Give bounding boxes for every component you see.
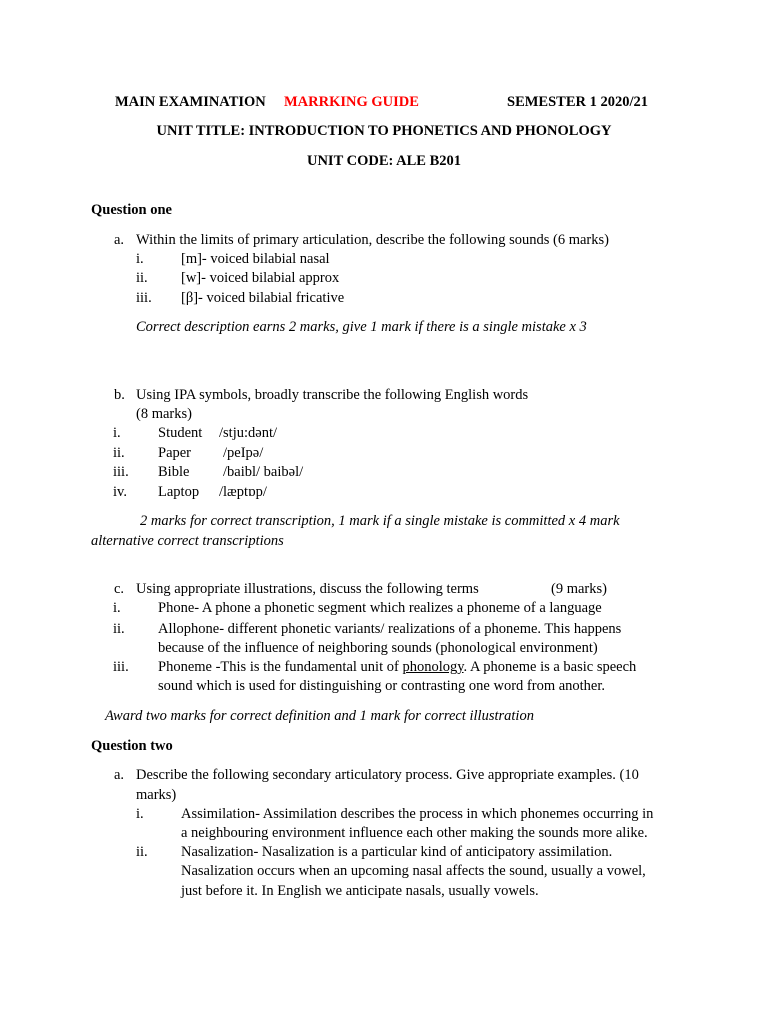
q1c-item-text-cont: because of the influence of neighboring sounds (phonological environment)	[158, 640, 598, 656]
q1b-item-ipa: /stju:dənt/	[219, 425, 277, 441]
q2a-marker: a.	[114, 767, 125, 783]
q1b-item-ipa: /peIpə/	[223, 445, 264, 461]
q1c-text: Using appropriate illustrations, discuss the following terms	[136, 581, 479, 597]
q2a-item-text: Nasalization- Nasalization is a particular kind of anticipatory assimilation.	[181, 844, 613, 860]
q1b-item-num: i.	[113, 425, 121, 441]
marking-guide-label: MARRKING GUIDE	[284, 94, 419, 110]
q1c-item-text	[158, 658, 636, 678]
q1b-text: Using IPA symbols, broadly transcribe the following English words	[136, 387, 529, 403]
q1c-item-text: Phone- A phone a phonetic segment which realizes a phoneme of a language	[158, 600, 602, 616]
question-one-heading: Question one	[91, 202, 172, 218]
q1b-marking-note-cont: alternative correct transcriptions	[91, 533, 284, 549]
q1c-marking-note: Award two marks for correct definition and 1 mark for correct illustration	[105, 708, 534, 724]
q1a-text: Within the limits of primary articulation, describe the following sounds (6 marks)	[136, 232, 609, 248]
q1b-marker: b.	[114, 387, 125, 403]
q1a-item-text: [m]- voiced bilabial nasal	[181, 251, 330, 267]
q1b-item-num: iv.	[113, 484, 127, 500]
q1c-phoneme-pre: Phoneme -This is the fundamental unit of	[158, 659, 403, 675]
unit-title: UNIT TITLE: INTRODUCTION TO PHONETICS AND PHONOLOGY	[156, 123, 612, 139]
q1b-item-num: iii.	[113, 464, 129, 480]
q1b-item-word: Bible	[158, 464, 190, 480]
q1b-item-ipa: /læptɒp/	[219, 484, 267, 500]
q1c-item-num: iii.	[113, 659, 129, 675]
q1c-marker: c.	[114, 581, 125, 597]
q1b-item-word: Student	[158, 425, 203, 441]
q1c-phoneme-post: . A phoneme is a basic speech	[463, 659, 637, 675]
q1a-item-num: ii.	[136, 270, 148, 286]
q1c-marks: (9 marks)	[551, 581, 607, 597]
q1b-item-ipa: /baibl/ baibəl/	[223, 464, 304, 480]
q2a-item-num: i.	[136, 806, 144, 822]
q1a-item-num: iii.	[136, 290, 152, 306]
q2a-item-num: ii.	[136, 844, 148, 860]
q1b-item-word: Paper	[158, 445, 192, 461]
q2a-item-text: Assimilation- Assimilation describes the process in which phonemes occurring in	[181, 806, 654, 822]
question-two-heading: Question two	[91, 738, 173, 754]
phonology-link[interactable]: phonology	[402, 659, 464, 675]
q1c-item-num: ii.	[113, 621, 125, 637]
q2a-text-cont: marks)	[136, 787, 177, 803]
q2a-item-text-cont: just before it. In English we anticipate nasals, usually vowels.	[181, 883, 539, 899]
semester-label: SEMESTER 1 2020/21	[507, 94, 648, 110]
q1a-marker: a.	[114, 232, 125, 248]
q1b-marks: (8 marks)	[136, 406, 192, 422]
q2a-text: Describe the following secondary articulatory process. Give appropriate examples. (10	[136, 767, 639, 783]
q1c-item-text: Allophone- different phonetic variants/ realizations of a phoneme. This happens	[158, 621, 622, 637]
exam-label: MAIN EXAMINATION	[115, 94, 266, 110]
q2a-item-text-cont: Nasalization occurs when an upcoming nasal affects the sound, usually a vowel,	[181, 863, 646, 879]
q1c-item-text-cont: sound which is used for distinguishing or contrasting one word from another.	[158, 678, 606, 694]
q1c-item-num: i.	[113, 600, 121, 616]
q1b-item-word: Laptop	[158, 484, 200, 500]
q1a-item-text: [w]- voiced bilabial approx	[181, 270, 340, 286]
q1a-item-num: i.	[136, 251, 144, 267]
q2a-item-text-cont: a neighbouring environment influence each other making the sounds more alike.	[181, 825, 648, 841]
q1b-item-num: ii.	[113, 445, 125, 461]
q1b-marking-note: 2 marks for correct transcription, 1 mark if a single mistake is committed x 4 mark	[140, 513, 620, 529]
q1a-marking-note: Correct description earns 2 marks, give 1 mark if there is a single mistake x 3	[136, 319, 587, 335]
unit-code: UNIT CODE: ALE B201	[306, 153, 462, 169]
q1a-item-text: [β]- voiced bilabial fricative	[181, 290, 345, 306]
